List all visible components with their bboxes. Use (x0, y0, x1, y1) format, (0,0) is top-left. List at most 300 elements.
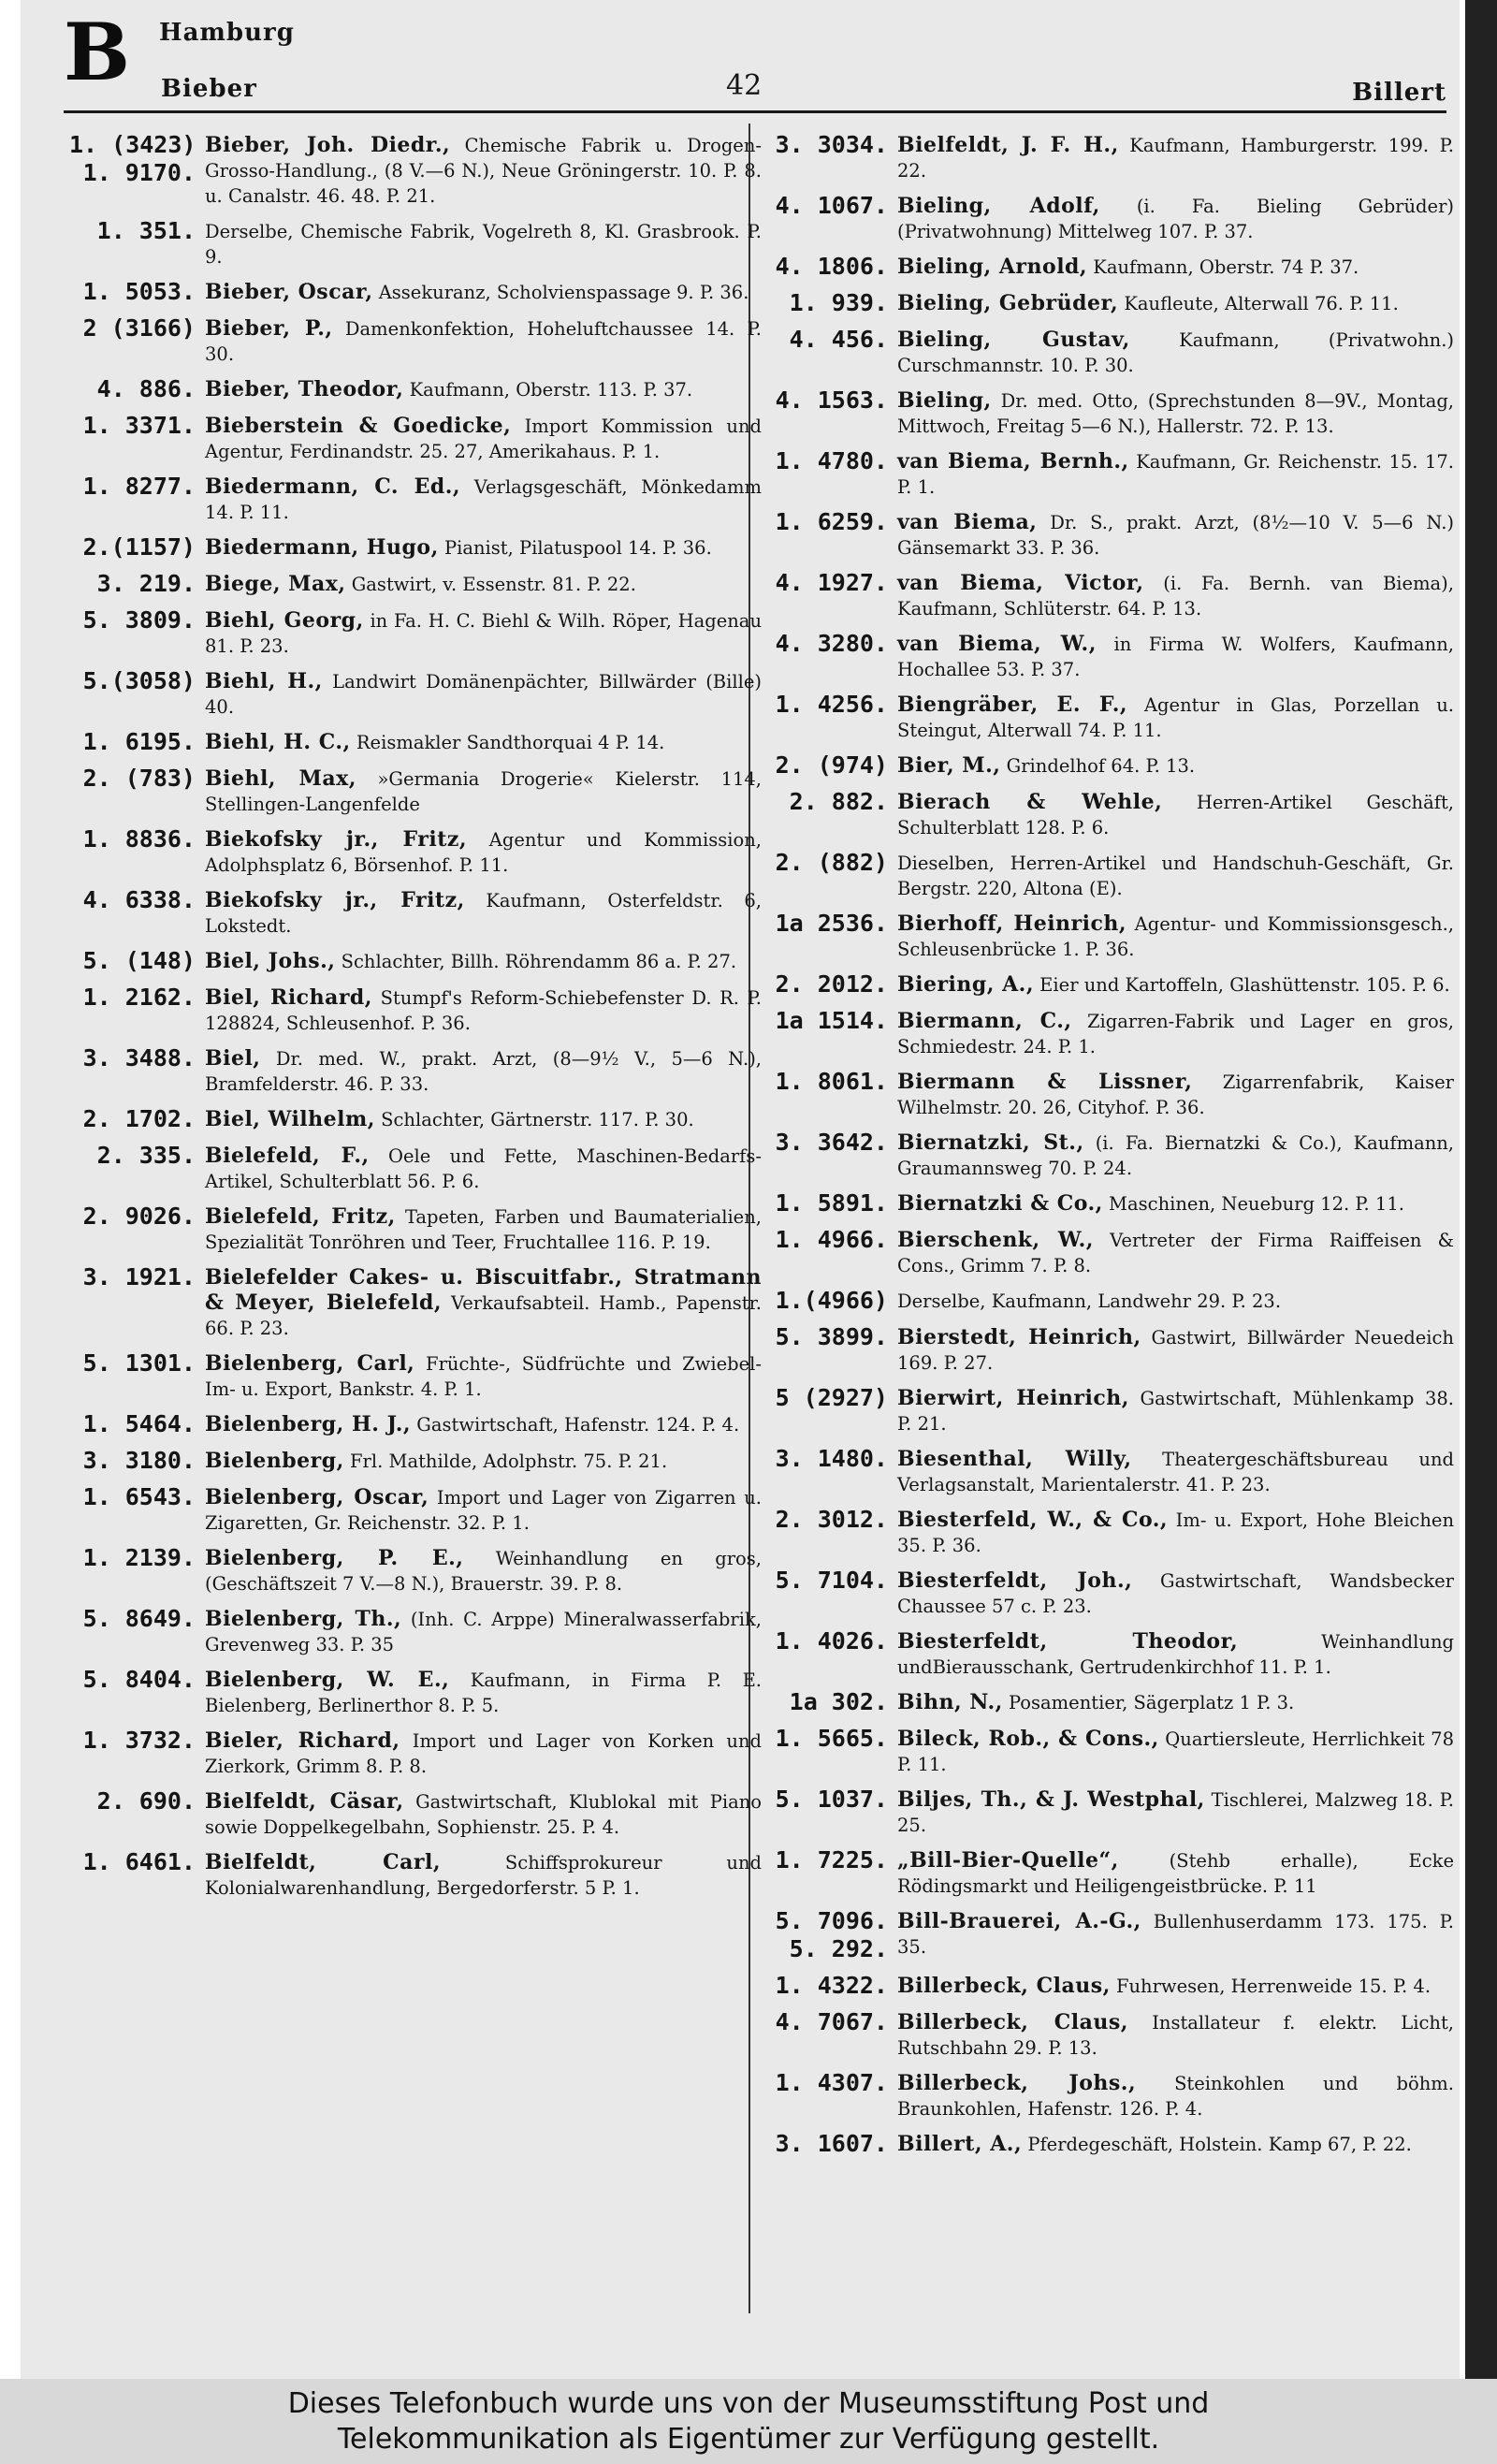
entry-details: Chemische Fabrik u. Drogen-Grosso-Handlung., (8 V.—6 N.), Neue Gröningerstr. 10. P. 8. u. Canalstr. 46. 48. P. 21. (205, 135, 762, 207)
directory-entry (762, 1786, 1454, 1838)
entry-text (205, 1727, 762, 1779)
phone-number: 1. 2139. (82, 1544, 196, 1571)
entry-details: Schlachter, Billh. Röhrendamm 86 a. P. 27. (335, 951, 737, 972)
directory-entry (762, 1972, 1454, 2000)
subscriber-name: Bielfeldt, Cäsar, (205, 1789, 404, 1814)
entry-text (205, 1044, 762, 1097)
directory-entry (69, 217, 762, 270)
entry-details: Damenkonfektion, Hoheluftchaussee 14. P. 30. (205, 318, 763, 365)
phone-number: 2. 3012. (775, 1506, 888, 1533)
entry-text (897, 691, 1454, 743)
subscriber-name: van Biema, Bernh., (897, 449, 1129, 474)
directory-entry (69, 1263, 762, 1341)
subscriber-name: Bileck, Rob., & Cons., (897, 1727, 1159, 1751)
phone-number: 4. 456. (789, 326, 888, 353)
header-rule (64, 110, 1446, 113)
phone-number: 5. (148) (82, 947, 196, 974)
page-edge-shadow (1465, 0, 1497, 2379)
entry-details: Gastwirtschaft, Mühlenkamp 38. P. 21. (897, 1388, 1454, 1435)
entry-text (205, 1203, 762, 1255)
entry-details: (Stehb erhalle), Ecke Rödingsmarkt und Heiligengeistbrücke. P. 11 (897, 1850, 1454, 1897)
phone-number: 1. 5891. (775, 1189, 888, 1217)
entry-details: Schiffsprokureur und Kolonialwarenhandlung, Bergedorferstr. 5 P. 1. (205, 1852, 762, 1899)
directory-entry (762, 253, 1454, 281)
phone-number: 2. (783) (82, 765, 196, 792)
entry-details: Tapeten, Farben und Baumaterialien, Spezialität Tonröhren und Teer, Fruchtallee 116. P. 19. (205, 1206, 762, 1253)
entry-details: (Inh. C. Arppe) Mineralwasserfabrik, Grevenweg 33. P. 35 (205, 1609, 762, 1655)
directory-entry (762, 326, 1454, 378)
directory-entry (69, 765, 762, 817)
directory-entry (762, 1688, 1454, 1716)
phone-number: 3. 219. (96, 570, 196, 597)
entry-details: in Firma W. Wolfers, Kaufmann, Hochallee 53. P. 37. (897, 634, 1455, 680)
directory-entry (69, 1410, 762, 1438)
phone-number: 1a 302. (789, 1688, 888, 1715)
phone-number: 4. 1927. (775, 569, 888, 596)
directory-entry (762, 1567, 1454, 1619)
phone-number: 4. 6338. (82, 886, 196, 913)
subscriber-name: Bieber, Joh. Diedr., (205, 133, 451, 157)
entry-text (897, 910, 1454, 962)
directory-page (21, 0, 1480, 2379)
subscriber-name: Biermann, C., (897, 1009, 1072, 1033)
entry-details: Fuhrwesen, Herrenweide 15. P. 4. (1110, 1976, 1432, 1997)
directory-entry (762, 1627, 1454, 1680)
subscriber-name: Biel, Richard, (205, 985, 372, 1010)
entry-details: Weinhandlung undBierausschank, Gertrudenkirchhof 11. P. 1. (897, 1631, 1454, 1678)
phone-number: 4. 1563. (775, 386, 888, 414)
directory-entry (69, 984, 762, 1036)
phone-number: 1a 2536. (775, 910, 888, 937)
directory-entry (762, 1725, 1454, 1777)
entry-details: Im- u. Export, Hohe Bleichen 35. P. 36. (897, 1509, 1455, 1556)
phone-number: 1. 6543. (82, 1483, 196, 1510)
right-column (762, 131, 1454, 2166)
directory-entry (69, 314, 762, 367)
directory-entry (69, 533, 762, 561)
directory-entry (69, 886, 762, 939)
entry-details: Maschinen, Neueburg 12. P. 11. (1102, 1193, 1404, 1215)
phone-number: 4. 886. (96, 375, 196, 402)
entry-text (205, 1787, 762, 1840)
directory-entry (69, 1787, 762, 1840)
subscriber-name: Bierwirt, Heinrich, (897, 1386, 1129, 1410)
directory-entry (69, 412, 762, 464)
phone-number: 1a 1514. (775, 1007, 888, 1034)
subscriber-name: Bierhoff, Heinrich, (897, 911, 1127, 936)
directory-entry (69, 1666, 762, 1718)
entry-details: Kaufmann, in Firma P. E. Bielenberg, Berlinerthor 8. P. 5. (205, 1669, 763, 1716)
entry-details: Früchte-, Südfrüchte und Zwiebel-Im- u. Export, Bankstr. 4. P. 1. (205, 1353, 762, 1400)
subscriber-name: Bihn, N., (897, 1690, 1003, 1714)
phone-number: 1. 3371. (82, 412, 196, 439)
directory-entry (762, 1007, 1454, 1059)
directory-entry (762, 751, 1454, 780)
directory-entry (762, 1287, 1454, 1315)
phone-number: 2. 2012. (775, 970, 888, 998)
entry-details: Frl. Mathilde, Adolphstr. 75. P. 21. (343, 1451, 668, 1472)
subscriber-name: Bielefelder Cakes- u. Biscuitfabr., Stratmann & Meyer, Bielefeld, (205, 1265, 762, 1315)
phone-number: 1. 8061. (775, 1068, 888, 1095)
subscriber-name: Biel, Wilhelm, (205, 1107, 375, 1131)
entry-text (205, 1263, 762, 1341)
phone-number: 2. 690. (96, 1787, 196, 1815)
entry-details: Agentur und Kommission, Adolphsplatz 6, Börsenhof. P. 11. (205, 829, 763, 876)
phone-number: 4. 7067. (775, 2008, 888, 2035)
directory-entry (69, 570, 762, 598)
phone-number: 1. (3423) 1. 9170. (69, 131, 196, 186)
phone-number: 1. 939. (789, 289, 888, 316)
phone-number: 1.(4966) (775, 1287, 888, 1314)
entry-text (205, 728, 762, 755)
subscriber-name: Biehl, Georg, (205, 608, 364, 633)
subscriber-name: Billerbeck, Claus, (897, 1974, 1111, 1998)
directory-entry (762, 1226, 1454, 1278)
directory-entry (69, 1544, 762, 1596)
entry-text (205, 570, 762, 597)
subscriber-name: Biermann & Lissner, (897, 1070, 1193, 1094)
entry-text (897, 253, 1454, 280)
directory-entry (69, 1142, 762, 1194)
directory-entry (69, 667, 762, 720)
entry-details: Kaufmann, Gr. Reichenstr. 15. 17. P. 1. (897, 451, 1454, 498)
directory-entry (69, 947, 762, 975)
entry-details: Kaufmann, Osterfeldstr. 6, Lokstedt. (205, 890, 762, 937)
directory-entry (762, 1506, 1454, 1558)
subscriber-name: Biedermann, C. Ed., (205, 474, 461, 499)
entry-text (205, 1105, 762, 1132)
phone-number: 1. 3732. (82, 1727, 196, 1754)
subscriber-name: Bielenberg, H. J., (205, 1412, 412, 1436)
entry-text (205, 947, 762, 974)
entry-text (897, 386, 1454, 439)
entry-details: Dr. S., prakt. Arzt, (8½—10 V. 5—6 N.) Gänsemarkt 33. P. 36. (897, 512, 1455, 559)
entry-text (897, 1445, 1454, 1497)
directory-entry (69, 1848, 762, 1901)
section-letter: B (64, 6, 130, 98)
entry-text (897, 1129, 1454, 1181)
subscriber-name: Bieling, Adolf, (897, 194, 1100, 218)
phone-number: 4. 1067. (775, 192, 888, 219)
subscriber-name: Billert, A., (897, 2132, 1023, 2156)
subscriber-name: Bieling, Gebrüder, (897, 291, 1119, 315)
entry-text (897, 1506, 1454, 1558)
subscriber-name: Bielenberg, (205, 1449, 344, 1473)
entry-text (205, 886, 762, 939)
phone-number: 1. 6259. (775, 508, 888, 535)
directory-entry (69, 1349, 762, 1402)
subscriber-name: Bielenberg, Carl, (205, 1351, 415, 1376)
subscriber-name: Biekofsky jr., Fritz, (205, 827, 468, 852)
subscriber-name: Bielefeld, F., (205, 1144, 370, 1168)
subscriber-name: Billerbeck, Johs., (897, 2071, 1137, 2095)
subscriber-name: Bielfeldt, J. F. H., (897, 133, 1119, 157)
entry-details: Stumpf's Reform-Schiebefenster D. R. P. 128824, Schleusenhof. P. 36. (205, 987, 762, 1034)
subscriber-name: Bieling, (897, 388, 992, 413)
subscriber-name: Biesterfeldt, Joh., (897, 1568, 1133, 1593)
subscriber-name: Bieber, Oscar, (205, 280, 373, 304)
subscriber-name: Bielenberg, P. E., (205, 1546, 464, 1570)
phone-number: 1. 8277. (82, 473, 196, 500)
phone-number: 3. 3034. (775, 131, 888, 158)
entry-text (205, 217, 762, 270)
entry-details: Derselbe, Chemische Fabrik, Vogelreth 8, Kl. Grasbrook. P. 9. (205, 221, 762, 268)
subscriber-name: Biehl, H. C., (205, 730, 351, 754)
entry-details: Pianist, Pilatuspool 14. P. 36. (438, 537, 712, 559)
phone-number: 5. 8649. (82, 1605, 196, 1632)
entry-text (205, 1544, 762, 1596)
entry-details: Import und Lager von Korken und Zierkork, Grimm 8. P. 8. (205, 1730, 762, 1777)
entry-details: Dr. med. Otto, (Sprechstunden 8—9V., Montag, Mittwoch, Freitag 5—6 N.), Hallerstr. 72. P. 13. (897, 390, 1454, 437)
subscriber-name: Bieling, Arnold, (897, 255, 1088, 279)
entry-text (205, 1410, 762, 1437)
entry-text (897, 849, 1454, 901)
subscriber-name: Biernatzki & Co., (897, 1191, 1103, 1216)
entry-text (897, 630, 1454, 682)
entry-text (205, 1483, 762, 1536)
entry-details: (i. Fa. Bernh. van Biema), Kaufmann, Schlüterstr. 64. P. 13. (897, 573, 1454, 620)
directory-entry (762, 1189, 1454, 1217)
directory-entry (762, 788, 1454, 840)
entry-details: Gastwirtschaft, Klublokal mit Piano sowie Doppelkegelbahn, Sophienstr. 25. P. 4. (205, 1791, 763, 1838)
entry-details: Gastwirtschaft, Wandsbecker Chaussee 57 c. P. 23. (897, 1570, 1454, 1617)
phone-number: 5. 1301. (82, 1349, 196, 1377)
entry-text (897, 1189, 1454, 1217)
directory-entry (762, 910, 1454, 962)
phone-number: 1. 4026. (775, 1627, 888, 1655)
directory-entry (69, 728, 762, 756)
entry-details: Herren-Artikel Geschäft, Schulterblatt 128. P. 6. (897, 792, 1454, 838)
phone-number: 1. 5464. (82, 1410, 196, 1437)
subscriber-name: van Biema, Victor, (897, 571, 1144, 595)
subscriber-name: Bill-Brauerei, A.-G., (897, 1909, 1141, 1933)
entry-text (205, 1447, 762, 1474)
first-entry-heading: Bieber (161, 75, 257, 103)
directory-entry (69, 606, 762, 659)
subscriber-name: Biernatzki, St., (897, 1130, 1084, 1155)
entry-text (897, 447, 1454, 500)
directory-entry (69, 1483, 762, 1536)
footer-line-2: Telekommunikation als Eigentümer zur Verfügung gestellt. (337, 2423, 1160, 2456)
directory-entry (69, 131, 762, 209)
directory-entry (762, 1445, 1454, 1497)
directory-entry (69, 473, 762, 525)
entry-text (205, 1848, 762, 1901)
subscriber-name: Biering, A., (897, 972, 1034, 997)
subscriber-name: Biekofsky jr., Fritz, (205, 888, 465, 912)
entry-details: Kaufmann, Oberstr. 74 P. 37. (1087, 256, 1359, 278)
footer-line-1: Dieses Telefonbuch wurde uns von der Museumsstiftung Post und (287, 2387, 1210, 2420)
phone-number: 2. 1702. (82, 1105, 196, 1132)
entry-text (897, 2130, 1454, 2157)
entry-details: Kaufmann, Hamburgerstr. 199. P. 22. (897, 135, 1454, 182)
directory-entry (69, 1044, 762, 1097)
subscriber-name: Biehl, H., (205, 669, 323, 693)
entry-details: Tischlerei, Malzweg 18. P. 25. (897, 1789, 1455, 1836)
entry-details: Derselbe, Kaufmann, Landwehr 29. P. 23. (897, 1290, 1282, 1312)
entry-details: Installateur f. elektr. Licht, Rutschbahn 29. P. 13. (897, 2012, 1454, 2059)
directory-entry (762, 192, 1454, 244)
phone-number: 2. (974) (775, 751, 888, 779)
subscriber-name: Bierschenk, W., (897, 1228, 1094, 1252)
entry-details: Steinkohlen und böhm. Braunkohlen, Hafenstr. 126. P. 4. (897, 2073, 1454, 2120)
phone-number: 1. 4780. (775, 447, 888, 474)
phone-number: 5. 1037. (775, 1786, 888, 1813)
entry-details: »Germania Drogerie« Kielerstr. 114, Stellingen-Langenfelde (205, 768, 762, 815)
entry-text (205, 412, 762, 464)
subscriber-name: Bieber, Theodor, (205, 377, 404, 401)
entry-details: in Fa. H. C. Biehl & Wilh. Röper, Hagenau 81. P. 23. (205, 610, 762, 657)
phone-number: 2. 882. (789, 788, 888, 815)
entry-text (897, 970, 1454, 998)
directory-entry (762, 1846, 1454, 1899)
entry-text (205, 765, 762, 817)
directory-entry (69, 1727, 762, 1779)
subscriber-name: Bielenberg, Oscar, (205, 1485, 429, 1509)
subscriber-name: Biljes, Th., & J. Westphal, (897, 1787, 1205, 1812)
directory-entry (762, 386, 1454, 439)
subscriber-name: Biesenthal, Willy, (897, 1447, 1132, 1471)
directory-entry (762, 1323, 1454, 1376)
entry-details: Dr. med. W., prakt. Arzt, (8—9½ V., 5—6 N.), Bramfelderstr. 46. P. 33. (205, 1048, 762, 1095)
entry-text (897, 326, 1454, 378)
entry-text (897, 788, 1454, 840)
phone-number: 4. 3280. (775, 630, 888, 657)
entry-text (897, 289, 1454, 316)
subscriber-name: Biel, Johs., (205, 949, 336, 973)
entry-text (205, 606, 762, 659)
phone-number: 2 (3166) (82, 314, 196, 342)
directory-entry (762, 1907, 1454, 1963)
phone-number: 2. (882) (775, 849, 888, 876)
phone-number: 1. 4256. (775, 691, 888, 718)
directory-entry (762, 447, 1454, 500)
directory-entry (762, 1384, 1454, 1436)
entry-text (897, 751, 1454, 779)
phone-number: 3. 1480. (775, 1445, 888, 1472)
entry-details: Verlagsgeschäft, Mönkedamm 14. P. 11. (205, 476, 762, 523)
directory-entry (69, 825, 762, 878)
entry-text (205, 131, 762, 209)
phone-number: 1. 5053. (82, 278, 196, 305)
subscriber-name: Bielefeld, Fritz, (205, 1204, 396, 1229)
phone-number: 2. 335. (96, 1142, 196, 1169)
subscriber-name: Biengräber, E. F., (897, 693, 1128, 717)
entry-text (897, 131, 1454, 183)
directory-entry (762, 630, 1454, 682)
entry-details: Kaufleute, Alterwall 76. P. 11. (1118, 293, 1399, 314)
directory-entry (69, 1203, 762, 1255)
phone-number: 3. 3180. (82, 1447, 196, 1474)
entry-details: Zigarren-Fabrik und Lager en gros, Schmiedestr. 24. P. 1. (897, 1011, 1454, 1057)
entry-details: Grindelhof 64. P. 13. (1000, 755, 1196, 777)
entry-details: Oele und Fette, Maschinen-Bedarfs-Artikel, Schulterblatt 56. P. 6. (205, 1145, 762, 1192)
phone-number: 3. 1921. (82, 1263, 196, 1290)
phone-number: 1. 8836. (82, 825, 196, 853)
entry-text (897, 1627, 1454, 1680)
entry-text (205, 1666, 762, 1718)
entry-text (897, 1226, 1454, 1278)
phone-number: 2.(1157) (82, 533, 196, 561)
phone-number: 3. 1607. (775, 2130, 888, 2157)
entry-text (205, 1349, 762, 1402)
entry-text (205, 825, 762, 878)
entry-text (897, 1907, 1454, 1960)
entry-details: Gastwirt, v. Essenstr. 81. P. 22. (345, 574, 636, 595)
phone-number: 5. 3809. (82, 606, 196, 634)
entry-text (897, 1688, 1454, 1715)
directory-entry (69, 1447, 762, 1475)
entry-details: Eier und Kartoffeln, Glashüttenstr. 105. P. 6. (1033, 974, 1450, 996)
entry-text (897, 1567, 1454, 1619)
entry-details: Bullenhuserdamm 173. 175. P. 35. (897, 1911, 1454, 1958)
directory-entry (762, 2130, 1454, 2158)
directory-entry (762, 2069, 1454, 2121)
entry-details: (i. Fa. Biernatzki & Co.), Kaufmann, Graumannsweg 70. P. 24. (897, 1132, 1455, 1179)
entry-text (897, 192, 1454, 244)
city-heading: Hamburg (159, 19, 295, 47)
phone-number: 5 (2927) (775, 1384, 888, 1411)
entry-details: Kaufmann, Oberstr. 113. P. 37. (403, 379, 693, 401)
entry-text (897, 569, 1454, 621)
directory-entry (762, 691, 1454, 743)
entry-text (205, 375, 762, 402)
entry-details: Gastwirt, Billwärder Neuedeich 169. P. 27. (897, 1327, 1454, 1374)
phone-number: 1. 4307. (775, 2069, 888, 2096)
subscriber-name: Biedermann, Hugo, (205, 535, 439, 560)
directory-entry (762, 849, 1454, 901)
subscriber-name: Bieler, Richard, (205, 1728, 400, 1753)
phone-number: 4. 1806. (775, 253, 888, 280)
phone-number: 3. 3488. (82, 1044, 196, 1072)
directory-entry (762, 970, 1454, 999)
entry-details: Agentur in Glas, Porzellan u. Steingut, Alterwall 74. P. 11. (897, 694, 1454, 741)
subscriber-name: Biesterfeld, W., & Co., (897, 1508, 1169, 1532)
entry-text (205, 984, 762, 1036)
entry-text (205, 533, 762, 561)
page-number: 42 (726, 69, 763, 102)
entry-details: Quartiersleute, Herrlichkeit 78 P. 11. (897, 1728, 1454, 1775)
phone-number: 1. 4322. (775, 1972, 888, 1999)
subscriber-name: Bielenberg, W. E., (205, 1668, 450, 1692)
entry-text (897, 1972, 1454, 1999)
directory-entry (762, 1068, 1454, 1120)
entry-text (897, 1007, 1454, 1059)
directory-entry (762, 2008, 1454, 2061)
subscriber-name: „Bill-Bier-Quelle“, (897, 1848, 1119, 1873)
subscriber-name: Biehl, Max, (205, 766, 356, 791)
footer-text (0, 2386, 1497, 2457)
entry-details: Weinhandlung en gros, (Geschäftszeit 7 V.—8 N.), Brauerstr. 39. P. 8. (205, 1548, 763, 1595)
phone-number: 5. 7096. 5. 292. (775, 1907, 888, 1962)
subscriber-name: Bieber, P., (205, 316, 333, 341)
subscriber-name: Bierstedt, Heinrich, (897, 1325, 1141, 1349)
entry-text (897, 1725, 1454, 1777)
entry-details: Import Kommission und Agentur, Ferdinandstr. 25. 27, Amerikahaus. P. 1. (205, 416, 762, 462)
entry-text (897, 508, 1454, 561)
directory-entry (762, 131, 1454, 183)
phone-number: 5.(3058) (82, 667, 196, 694)
phone-number: 1. 2162. (82, 984, 196, 1011)
entry-details: Schlachter, Gärtnerstr. 117. P. 30. (374, 1109, 694, 1130)
subscriber-name: Bieling, Gustav, (897, 328, 1130, 352)
phone-number: 1. 6461. (82, 1848, 196, 1875)
phone-number: 1. 5665. (775, 1725, 888, 1752)
phone-number: 2. 9026. (82, 1203, 196, 1230)
entry-text (897, 1323, 1454, 1376)
entry-text (205, 278, 762, 305)
entry-details: Landwirt Domänenpächter, Billwärder (Bille) 40. (205, 671, 762, 718)
